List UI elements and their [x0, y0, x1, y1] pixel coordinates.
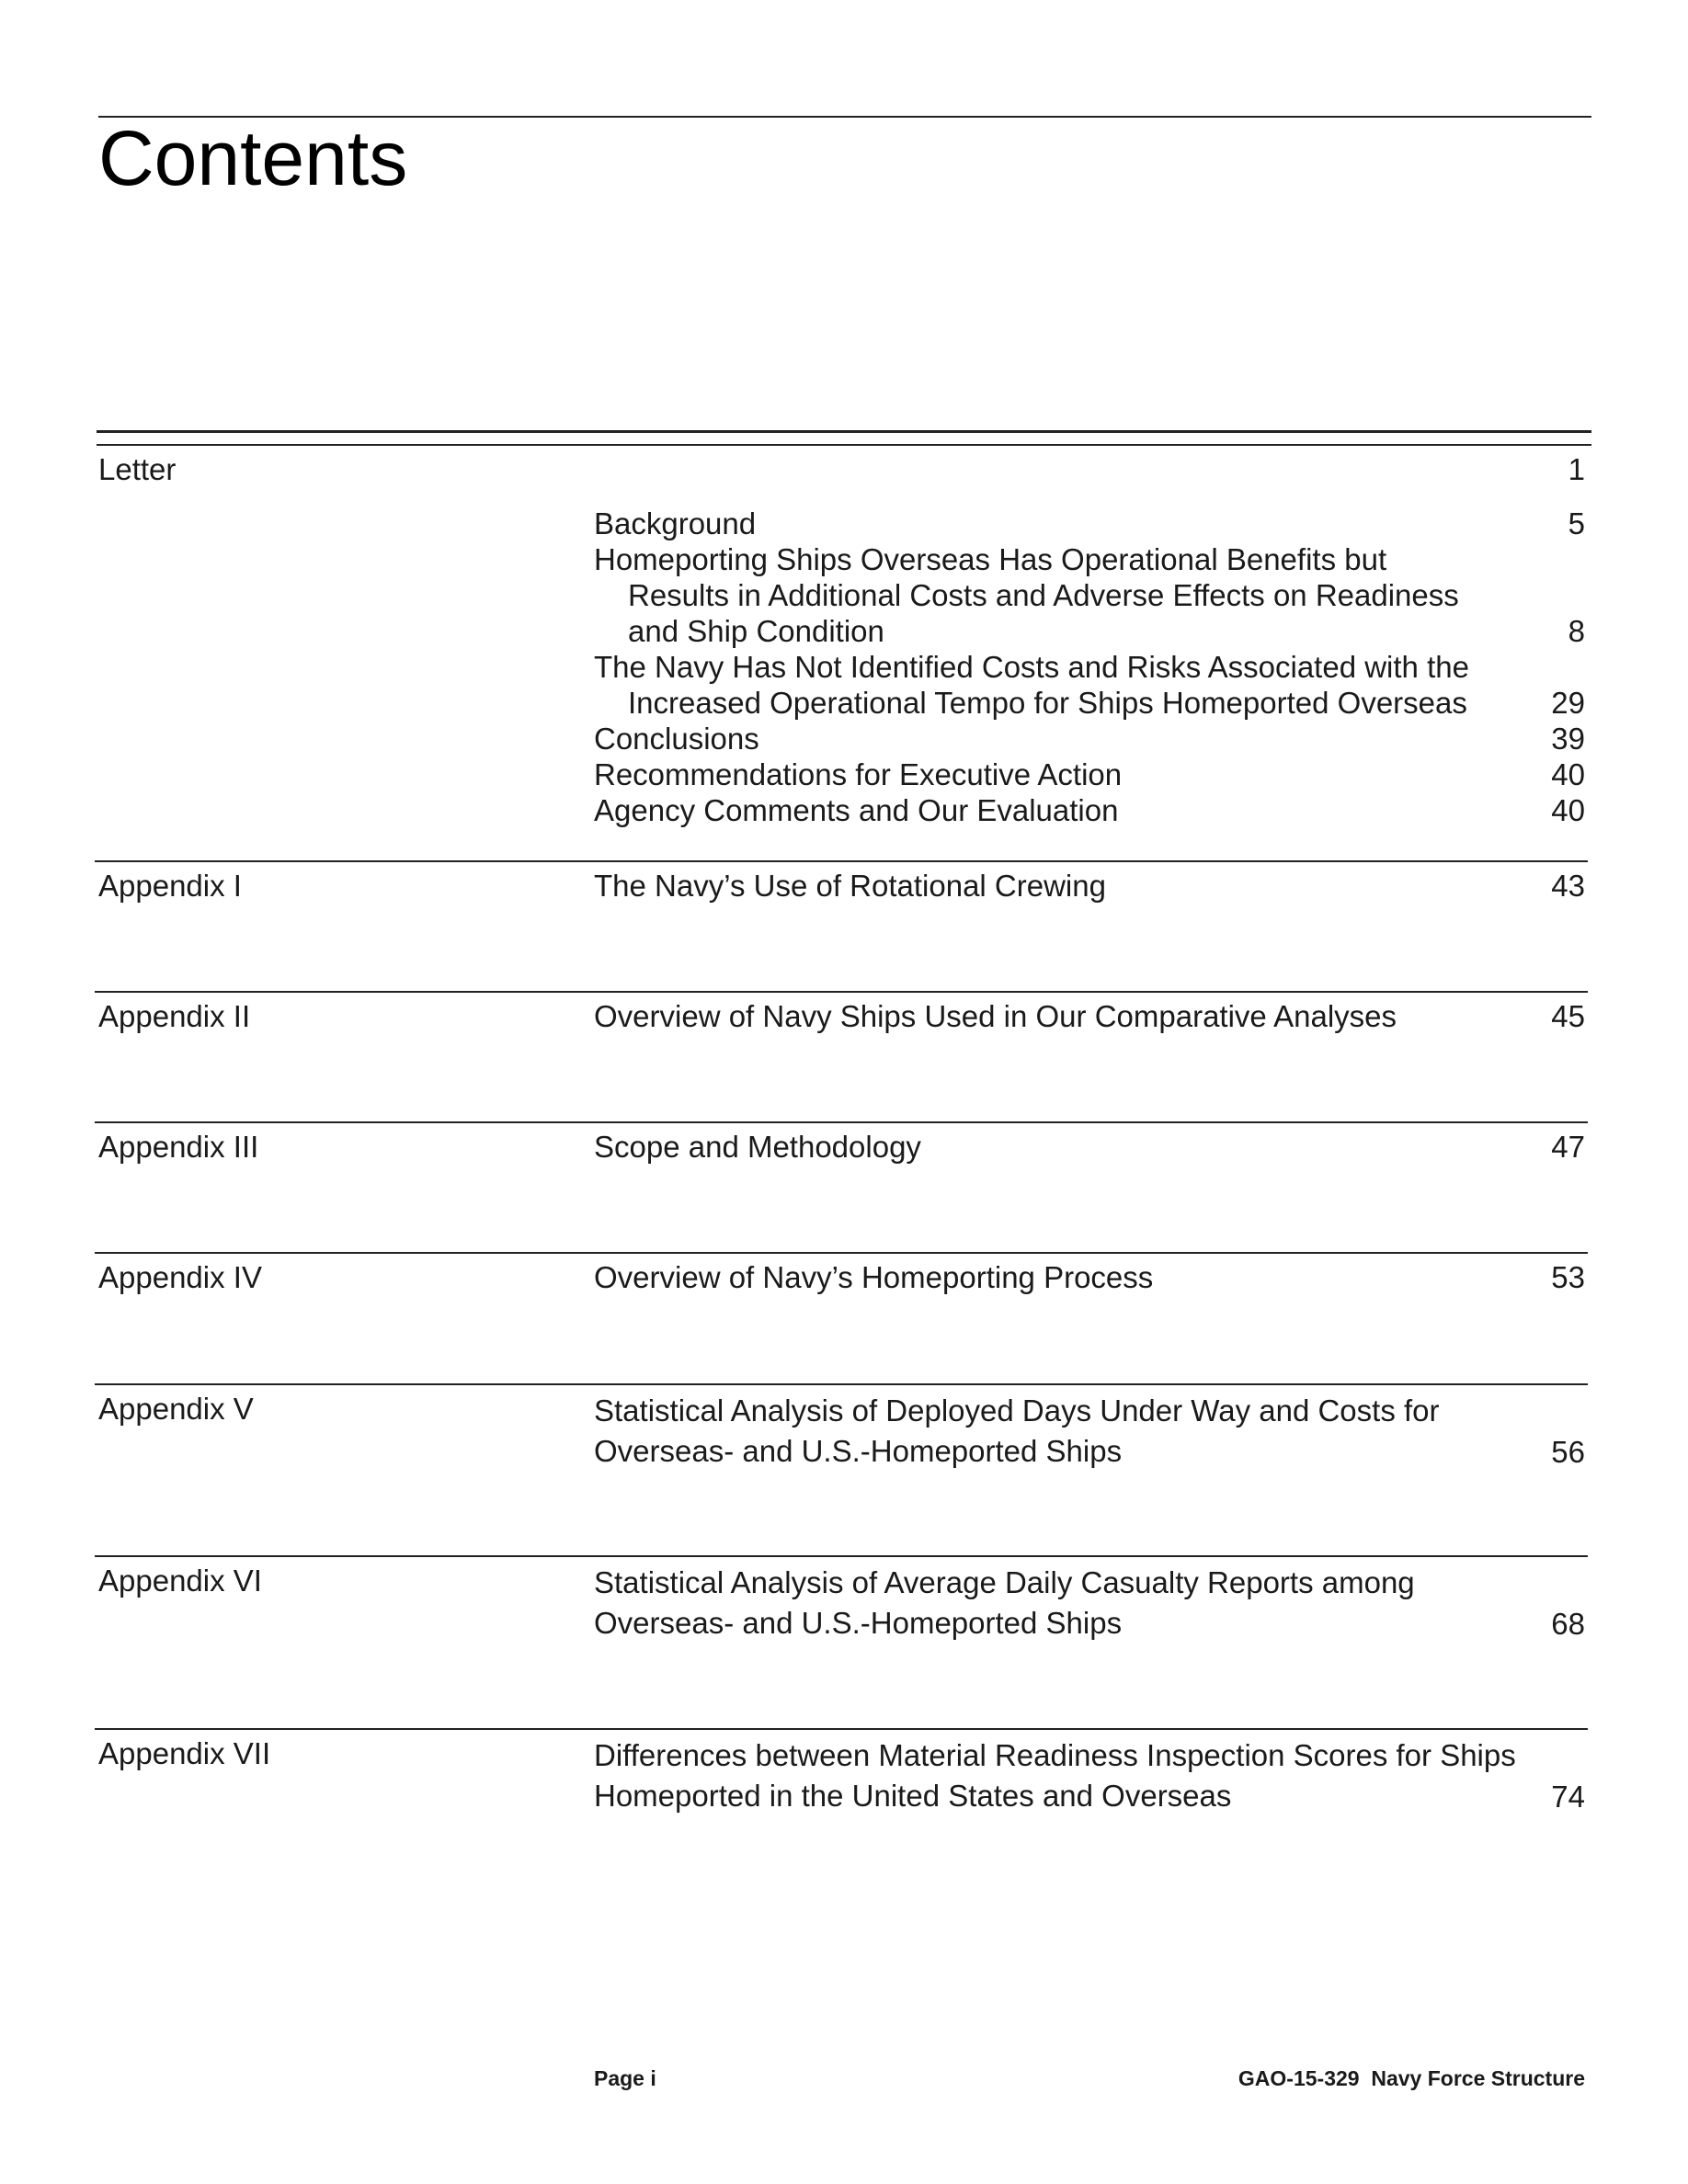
toc-entry-page: 29 [1551, 686, 1585, 720]
toc-entry-text-continued: Overseas- and U.S.-Homeported Ships [594, 1606, 1123, 1640]
toc-entry-text: Homeporting Ships Overseas Has Operational Benefits but [594, 542, 1387, 576]
appendix-label: Appendix V [98, 1392, 254, 1426]
appendix-label: Appendix III [98, 1130, 259, 1164]
letter-rule-thin [97, 444, 1591, 446]
toc-entry-text: Conclusions [594, 722, 759, 756]
appendix-label: Appendix IV [98, 1260, 262, 1294]
toc-entry-appendix-5[interactable] [594, 1391, 1587, 1472]
toc-entry-text-continued: Homeported in the United States and Overseas [594, 1779, 1232, 1813]
toc-entry-text: Statistical Analysis of Average Daily Casualty Reports among [594, 1565, 1415, 1599]
toc-entry-page: 68 [1551, 1607, 1585, 1641]
appendix-rule [95, 1252, 1588, 1254]
toc-entry-text: Background [594, 506, 757, 540]
footer-page-label: Page i [594, 2066, 656, 2090]
appendix-rule [95, 1383, 1588, 1385]
appendix-rule [95, 1728, 1588, 1730]
toc-entry-text-continued: Results in Additional Costs and Adverse Effects on Readiness [628, 578, 1459, 612]
appendix-rule [95, 1555, 1588, 1557]
appendix-label: Appendix VI [98, 1564, 262, 1598]
toc-entry-agency-comments[interactable] [594, 792, 1587, 828]
toc-entry-text: Recommendations for Executive Action [594, 757, 1123, 791]
toc-entry-text-continued: Increased Operational Tempo for Ships Homeported Overseas [628, 686, 1467, 720]
toc-entry-text: Differences between Material Readiness Inspection Scores for Ships [594, 1738, 1516, 1772]
toc-entry-appendix-7[interactable] [594, 1735, 1587, 1816]
toc-entry-appendix-2[interactable] [594, 998, 1587, 1034]
toc-entry-text: Scope and Methodology [594, 1130, 921, 1164]
toc-entry-text: Overview of Navy Ships Used in Our Comparative Analyses [594, 999, 1397, 1033]
toc-entry-text: Overview of Navy’s Homeporting Process [594, 1260, 1154, 1294]
letter-rule-thick [97, 430, 1591, 433]
page-title: Contents [98, 115, 408, 201]
appendix-label: Appendix II [98, 999, 251, 1033]
appendix-rule [95, 991, 1588, 993]
letter-page: 1 [1568, 452, 1585, 486]
toc-entry-page: 40 [1551, 757, 1585, 791]
letter-label: Letter [98, 452, 177, 486]
toc-entry-page: 39 [1551, 722, 1585, 756]
toc-entry-text-continued: Overseas- and U.S.-Homeported Ships [594, 1434, 1123, 1468]
toc-entry-page: 5 [1568, 506, 1585, 540]
toc-entry-recommendations[interactable] [594, 756, 1587, 792]
toc-entry-page: 47 [1551, 1130, 1585, 1164]
appendix-label: Appendix VII [98, 1736, 271, 1770]
toc-entry-text: Agency Comments and Our Evaluation [594, 793, 1119, 827]
toc-entry-page: 8 [1568, 614, 1585, 648]
appendix-rule [95, 860, 1588, 862]
toc-entry-page: 45 [1551, 999, 1585, 1033]
toc-entry-page: 53 [1551, 1260, 1585, 1294]
toc-entry-page: 43 [1551, 869, 1585, 903]
toc-entry-page: 40 [1551, 793, 1585, 827]
toc-entry-appendix-1[interactable] [594, 868, 1587, 904]
toc-entry-appendix-6[interactable] [594, 1563, 1587, 1644]
toc-entry-text-continued: and Ship Condition [628, 614, 884, 648]
toc-entry-appendix-3[interactable] [594, 1129, 1587, 1165]
appendix-label: Appendix I [98, 869, 242, 903]
footer-report-id: GAO-15-329 Navy Force Structure [1237, 2066, 1585, 2090]
toc-entry-text: Statistical Analysis of Deployed Days Under Way and Costs for [594, 1393, 1440, 1428]
toc-entry-page: 56 [1551, 1435, 1585, 1469]
toc-entry-homeporting[interactable] [594, 541, 1587, 649]
appendix-rule [95, 1121, 1588, 1123]
toc-entry-background[interactable] [594, 506, 1587, 541]
toc-entry-text: The Navy Has Not Identified Costs and Risks Associated with the [594, 650, 1469, 684]
toc-entry-page: 74 [1551, 1780, 1585, 1814]
toc-entry-text: The Navy’s Use of Rotational Crewing [594, 869, 1106, 903]
toc-entry-conclusions[interactable] [594, 721, 1587, 756]
toc-entry-costs-risks[interactable] [594, 649, 1587, 721]
toc-entry-appendix-4[interactable] [594, 1259, 1587, 1295]
